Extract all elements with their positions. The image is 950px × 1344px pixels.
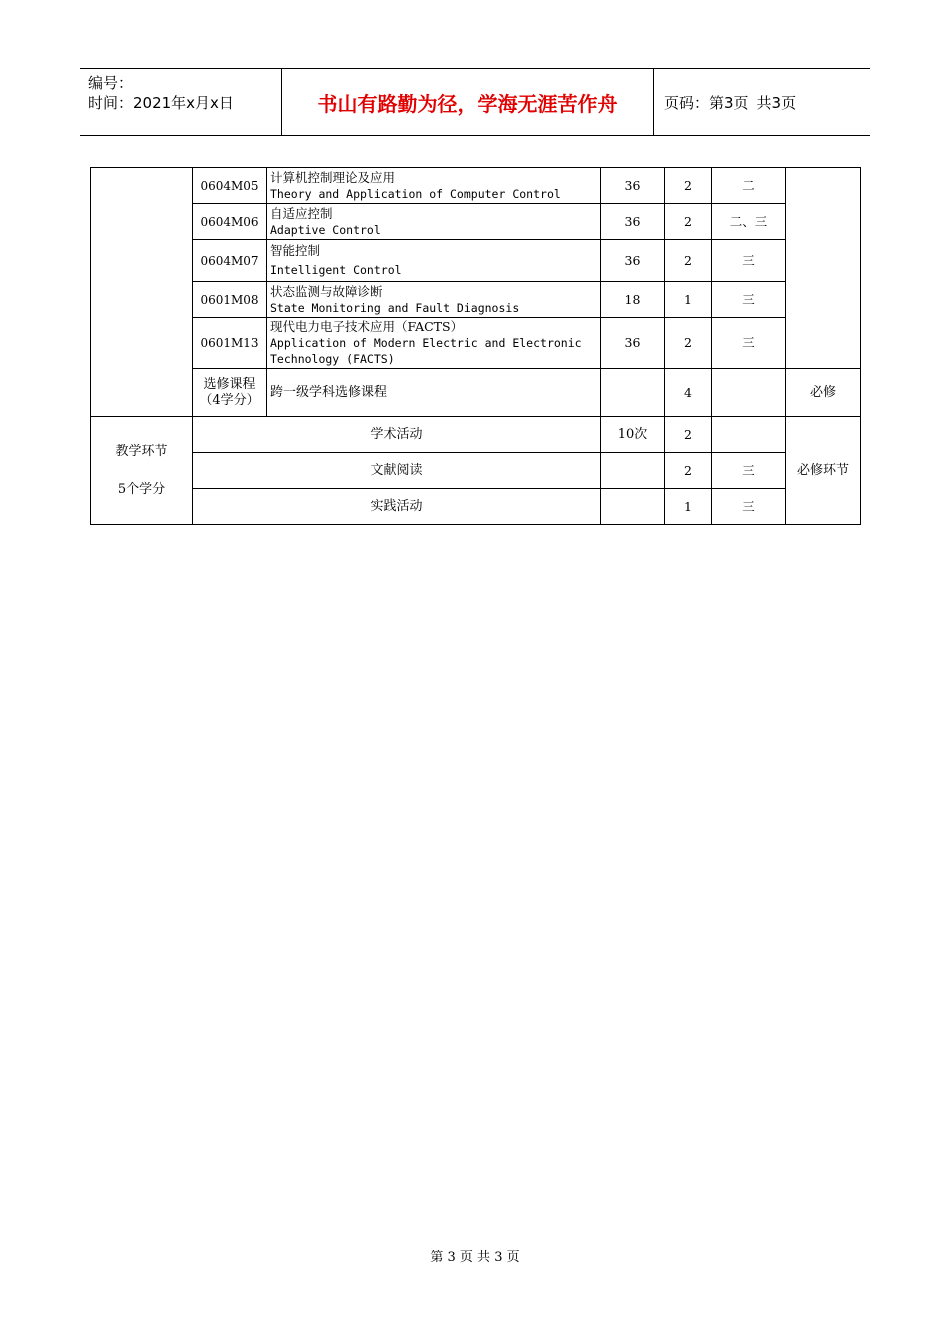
header-page-info — [654, 69, 870, 135]
teaching-row — [91, 417, 861, 453]
course-term: 三 — [712, 240, 786, 282]
page-footer: 第 3 页 共 3 页 — [430, 1250, 520, 1265]
teaching-label-line2: 5个学分 — [117, 481, 166, 497]
course-term: 三 — [712, 318, 786, 369]
course-note-empty — [786, 168, 861, 369]
document-time-label: 时间：2021年x月x日 — [88, 94, 234, 112]
elective-hours-empty — [601, 369, 665, 417]
course-code: 0604M05 — [193, 168, 267, 204]
course-name — [267, 318, 601, 369]
course-credits: 2 — [665, 204, 712, 240]
course-name-en: Theory and Application of Computer Control — [270, 186, 561, 201]
teaching-label-line1: 教学环节 — [115, 443, 168, 459]
teaching-item-term: 三 — [712, 453, 786, 489]
course-credits: 2 — [665, 240, 712, 282]
course-name — [267, 240, 601, 282]
course-term: 二、三 — [712, 204, 786, 240]
table-row — [91, 282, 861, 318]
section-empty-cell — [91, 168, 193, 417]
course-code: 0604M07 — [193, 240, 267, 282]
document-number-label: 编号： — [88, 74, 134, 92]
teaching-item-term — [712, 417, 786, 453]
table-row — [91, 168, 861, 204]
page-header — [80, 68, 870, 136]
teaching-item-credits: 2 — [665, 453, 712, 489]
course-credits: 1 — [665, 282, 712, 318]
course-name-zh: 自适应控制 — [270, 205, 333, 221]
teaching-section-label — [91, 417, 193, 525]
elective-row — [91, 369, 861, 417]
teaching-item-credits: 2 — [665, 417, 712, 453]
course-name-zh: 智能控制 — [270, 243, 321, 258]
elective-term-empty — [712, 369, 786, 417]
course-term: 二 — [712, 168, 786, 204]
header-motto-cell — [282, 69, 654, 135]
course-term: 三 — [712, 282, 786, 318]
course-name — [267, 282, 601, 318]
teaching-item-name: 文献阅读 — [193, 453, 601, 489]
course-name-en: Intelligent Control — [270, 263, 402, 277]
teaching-item-credits: 1 — [665, 489, 712, 525]
course-hours: 36 — [601, 240, 665, 282]
teaching-item-hours — [601, 453, 665, 489]
header-motto: 书山有路勤为径，学海无涯苦作舟 — [317, 91, 618, 116]
elective-credits: 4 — [665, 369, 712, 417]
elective-label: 选修课程（4学分） — [193, 369, 267, 417]
course-hours: 36 — [601, 168, 665, 204]
teaching-item-name: 学术活动 — [193, 417, 601, 453]
course-name-en: Application of Modern Electric and Electronic Technology (FACTS) — [270, 336, 582, 366]
course-code: 0601M13 — [193, 318, 267, 369]
course-name — [267, 168, 601, 204]
course-name — [267, 204, 601, 240]
course-code: 0604M06 — [193, 204, 267, 240]
teaching-note: 必修环节 — [786, 417, 861, 525]
teaching-item-name: 实践活动 — [193, 489, 601, 525]
elective-name: 跨一级学科选修课程 — [267, 369, 601, 417]
elective-note: 必修 — [786, 369, 861, 417]
course-hours: 36 — [601, 204, 665, 240]
course-name-zh: 计算机控制理论及应用 — [270, 169, 396, 185]
course-name-en: Adaptive Control — [270, 222, 381, 237]
teaching-row — [91, 489, 861, 525]
teaching-item-hours — [601, 489, 665, 525]
course-credits: 2 — [665, 168, 712, 204]
course-code: 0601M08 — [193, 282, 267, 318]
course-name-en: State Monitoring and Fault Diagnosis — [270, 300, 520, 315]
teaching-row — [91, 453, 861, 489]
page-total-label: 共3页 — [756, 93, 797, 112]
teaching-item-term: 三 — [712, 489, 786, 525]
table-row — [91, 204, 861, 240]
course-name-zh: 现代电力电子技术应用（FACTS） — [270, 319, 464, 334]
teaching-item-hours: 10次 — [601, 417, 665, 453]
course-name-zh: 状态监测与故障诊断 — [270, 283, 383, 299]
course-credits: 2 — [665, 318, 712, 369]
course-table — [90, 167, 861, 525]
page-number-label: 页码：第3页 — [664, 93, 749, 112]
header-meta — [80, 69, 282, 135]
table-row — [91, 318, 861, 369]
course-hours: 18 — [601, 282, 665, 318]
table-row — [91, 240, 861, 282]
course-hours: 36 — [601, 318, 665, 369]
